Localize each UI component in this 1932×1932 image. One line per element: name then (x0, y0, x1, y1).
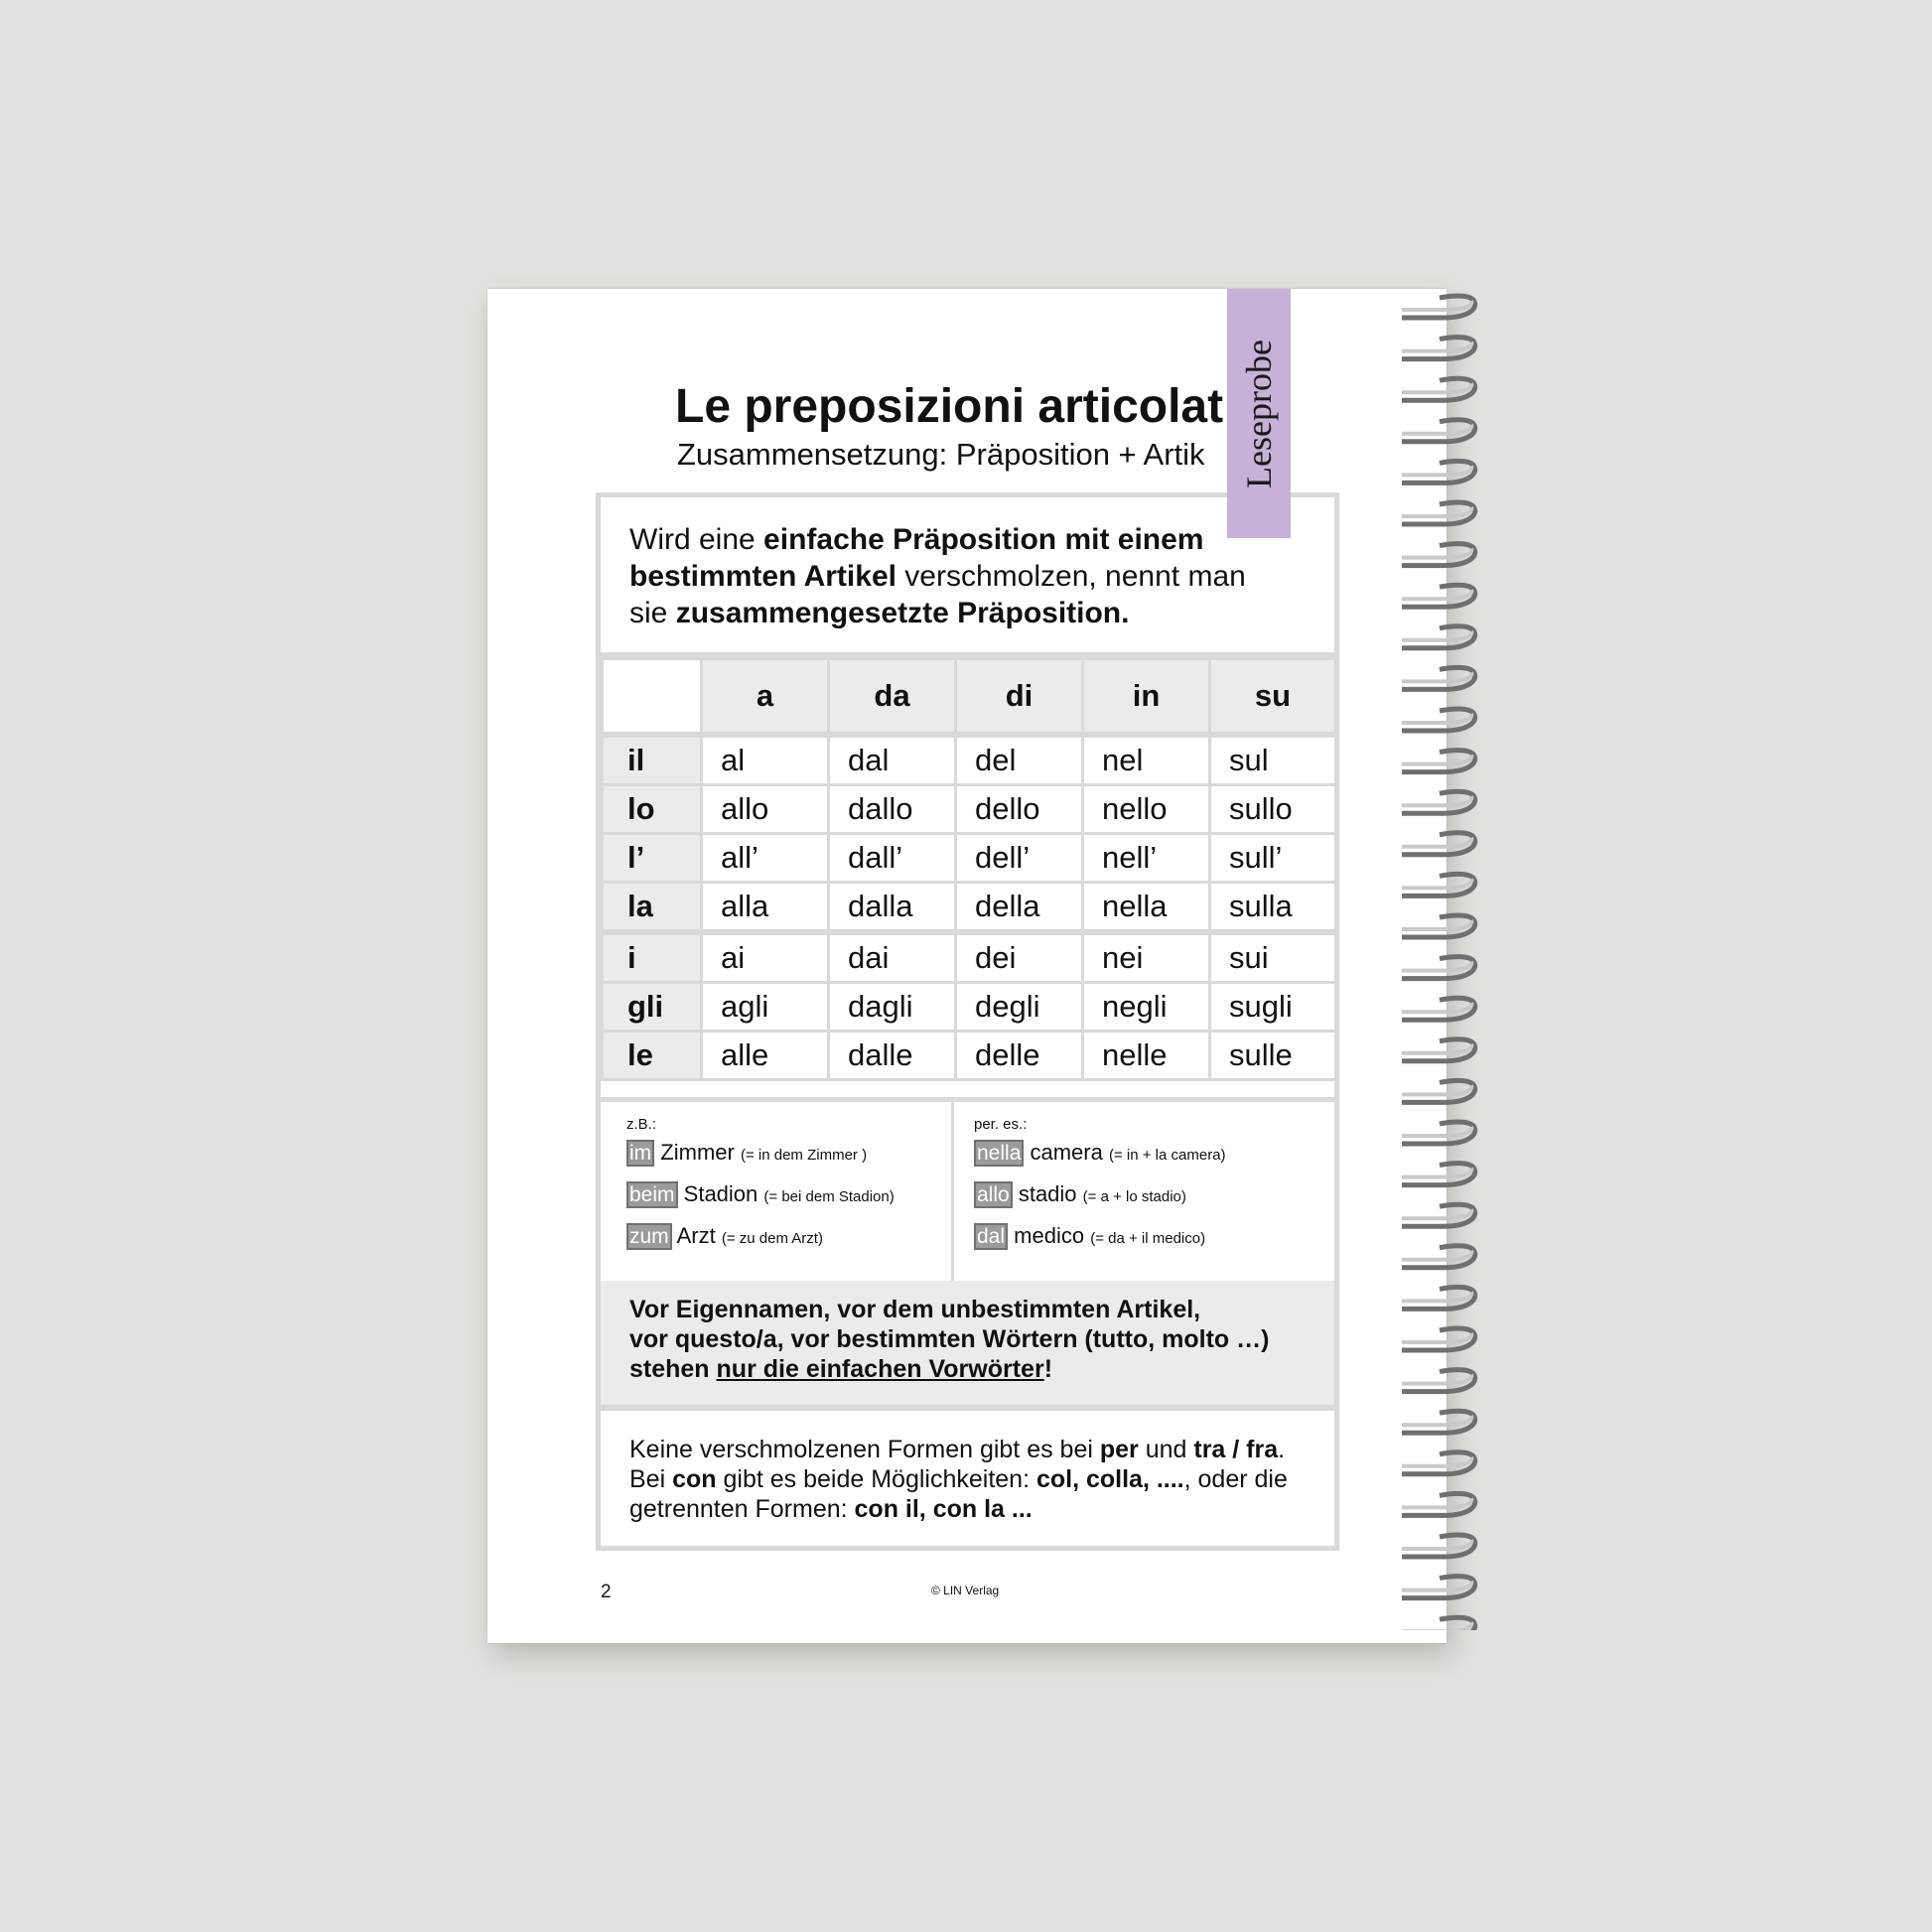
table-row (603, 983, 1336, 1032)
spiral-ring (1402, 585, 1475, 607)
form-cell: alle (702, 1032, 829, 1080)
rule-line-3b: ! (1043, 1355, 1053, 1383)
exc-text: gibt es beide Möglichkeiten: (716, 1465, 1036, 1493)
examples-heading: per. es.: (974, 1116, 1028, 1133)
form-cell: sullo (1210, 785, 1336, 834)
article-cell: l’ (603, 834, 702, 883)
header-cell: a (702, 659, 829, 736)
article-cell: il (603, 735, 702, 785)
form-cell: alla (702, 883, 829, 933)
intro-bold-3: zusammengesetzte Präposition. (675, 597, 1130, 629)
spiral-ring (1402, 791, 1475, 813)
example-line (974, 1139, 1334, 1180)
header-cell: su (1210, 659, 1336, 736)
intro-bold-1: einfache Präposition mit einem (763, 523, 1204, 556)
form-cell: sugli (1210, 983, 1336, 1032)
exc-text: , oder die (1183, 1465, 1288, 1493)
example-note: (= bei dem Stadion) (763, 1188, 895, 1205)
example-word: stadio (1018, 1181, 1077, 1206)
form-cell: delle (956, 1032, 1083, 1080)
form-cell: dall’ (829, 834, 956, 883)
form-cell: dei (956, 932, 1083, 983)
article-cell: lo (603, 785, 702, 834)
exc-bold: con il, con la ... (854, 1495, 1033, 1523)
table-row (603, 785, 1336, 834)
rule-note (601, 1281, 1334, 1405)
example-note: (= in + la camera) (1108, 1147, 1226, 1164)
spiral-ring (1402, 1328, 1475, 1350)
form-cell: nelle (1083, 1032, 1210, 1080)
highlight-word: nella (974, 1140, 1024, 1167)
table-row (603, 883, 1336, 933)
spiral-ring (1402, 296, 1475, 318)
examples-heading: z.B.: (626, 1116, 657, 1133)
spiral-ring (1402, 667, 1475, 689)
page-title: Le preposizioni articolat (675, 380, 1224, 433)
table-row (603, 932, 1336, 983)
rule-line-2: vor questo/a, vor bestimmten Wörtern (tutto, molto …) (629, 1325, 1270, 1353)
italian-examples (954, 1102, 1334, 1281)
spiral-ring (1402, 833, 1475, 855)
spiral-ring (1402, 1080, 1475, 1102)
table-header-row (603, 659, 1336, 736)
intro-text-3: sie (629, 597, 676, 629)
example-line (626, 1139, 951, 1180)
intro-text-2: verschmolzen, nennt man (896, 560, 1246, 593)
form-cell: dai (829, 932, 956, 983)
spiral-ring (1402, 709, 1475, 731)
form-cell: sulle (1210, 1032, 1336, 1080)
spiral-ring (1402, 544, 1475, 566)
exc-bold: per (1099, 1436, 1139, 1463)
intro-text-1: Wird eine (629, 523, 764, 556)
spiral-ring (1402, 1493, 1475, 1515)
page-number: 2 (601, 1582, 612, 1602)
form-cell: del (956, 735, 1083, 785)
table-row (603, 1032, 1336, 1080)
form-cell: all’ (702, 834, 829, 883)
example-word: medico (1014, 1223, 1085, 1248)
exc-text: getrennten Formen: (629, 1495, 855, 1523)
example-word: Arzt (676, 1223, 716, 1248)
german-examples (601, 1102, 954, 1281)
example-word: Zimmer (660, 1140, 735, 1165)
form-cell: dalla (829, 883, 956, 933)
spiral-ring (1402, 915, 1475, 937)
form-cell: agli (702, 983, 829, 1032)
form-cell: della (956, 883, 1083, 933)
spiral-ring (1402, 1577, 1475, 1598)
form-cell: nella (1083, 883, 1210, 933)
spiral-ring (1402, 957, 1475, 979)
article-cell: i (603, 932, 702, 983)
highlight-word: zum (626, 1223, 672, 1250)
form-cell: dell’ (956, 834, 1083, 883)
highlight-word: beim (626, 1181, 678, 1208)
spiral-ring (1402, 1535, 1475, 1557)
example-line (626, 1222, 951, 1264)
spiral-ring (1402, 1370, 1475, 1392)
spiral-ring (1402, 461, 1475, 483)
exc-bold: col, colla, .... (1035, 1465, 1184, 1493)
form-cell: dallo (829, 785, 956, 834)
spiral-ring (1402, 1617, 1475, 1630)
rule-underline: nur die einfachen Vorwörter (716, 1355, 1044, 1383)
copyright: © LIN Verlag (931, 1584, 1000, 1597)
form-cell: nell’ (1083, 834, 1210, 883)
form-cell: allo (702, 785, 829, 834)
spiral-binding (1400, 288, 1481, 1630)
preposition-table (601, 657, 1337, 1081)
exception-note (601, 1405, 1334, 1551)
form-cell: sulla (1210, 883, 1336, 933)
table-row (603, 834, 1336, 883)
rule-line-3a: stehen (629, 1355, 717, 1383)
example-word: camera (1030, 1140, 1103, 1165)
highlight-word: allo (974, 1181, 1013, 1208)
spiral-ring (1402, 1122, 1475, 1144)
table-corner-cell (603, 659, 702, 736)
form-cell: negli (1083, 983, 1210, 1032)
spiral-ring (1402, 751, 1475, 772)
exc-text: . (1278, 1436, 1286, 1463)
form-cell: dalle (829, 1032, 956, 1080)
article-cell: gli (603, 983, 702, 1032)
article-cell: la (603, 883, 702, 933)
example-line (626, 1180, 951, 1222)
form-cell: sul (1210, 735, 1336, 785)
tab-label: Leseprobe (1239, 339, 1279, 488)
spiral-ring (1402, 874, 1475, 896)
spiral-ring (1402, 338, 1475, 359)
form-cell: al (702, 735, 829, 785)
rule-line-1: Vor Eigennamen, vor dem unbestimmten Artikel, (629, 1296, 1201, 1323)
exc-bold: tra / fra (1193, 1436, 1279, 1463)
content-frame (596, 492, 1339, 1551)
examples-section (601, 1097, 1334, 1281)
spiral-ring (1402, 1246, 1475, 1268)
form-cell: dello (956, 785, 1083, 834)
table-row (603, 735, 1336, 785)
spiral-ring (1402, 378, 1475, 400)
spiral-ring (1402, 1287, 1475, 1309)
form-cell: sull’ (1210, 834, 1336, 883)
spiral-ring (1402, 998, 1475, 1020)
header-cell: da (829, 659, 956, 736)
intro-text (601, 497, 1334, 657)
example-line (974, 1222, 1334, 1264)
spiral-ring (1402, 1411, 1475, 1433)
form-cell: dal (829, 735, 956, 785)
example-line (974, 1180, 1334, 1222)
spiral-ring (1402, 1039, 1475, 1061)
leseprobe-tab (1227, 289, 1291, 538)
example-note: (= zu dem Arzt) (721, 1230, 823, 1247)
page-subtitle: Zusammensetzung: Präposition + Artik (677, 437, 1205, 472)
form-cell: degli (956, 983, 1083, 1032)
highlight-word: im (626, 1140, 654, 1167)
form-cell: nello (1083, 785, 1210, 834)
spiral-ring (1402, 420, 1475, 442)
spiral-ring (1402, 626, 1475, 648)
article-cell: le (603, 1032, 702, 1080)
form-cell: nel (1083, 735, 1210, 785)
exc-text: Bei (629, 1465, 673, 1493)
exc-bold: con (672, 1465, 717, 1493)
intro-bold-2: bestimmten Artikel (629, 560, 897, 593)
example-note: (= a + lo stadio) (1082, 1188, 1186, 1205)
highlight-word: dal (974, 1223, 1008, 1250)
form-cell: nei (1083, 932, 1210, 983)
example-word: Stadion (683, 1181, 759, 1206)
form-cell: sui (1210, 932, 1336, 983)
spiral-ring (1402, 502, 1475, 524)
spiral-ring (1402, 1164, 1475, 1185)
example-note: (= da + il medico) (1090, 1230, 1206, 1247)
form-cell: ai (702, 932, 829, 983)
header-cell: di (956, 659, 1083, 736)
form-cell: dagli (829, 983, 956, 1032)
spiral-ring (1402, 1452, 1475, 1474)
exc-text: Keine verschmolzenen Formen gibt es bei (629, 1436, 1100, 1463)
exc-text: und (1138, 1436, 1194, 1463)
example-note: (= in dem Zimmer ) (740, 1147, 868, 1164)
header-cell: in (1083, 659, 1210, 736)
spiral-ring (1402, 1204, 1475, 1226)
